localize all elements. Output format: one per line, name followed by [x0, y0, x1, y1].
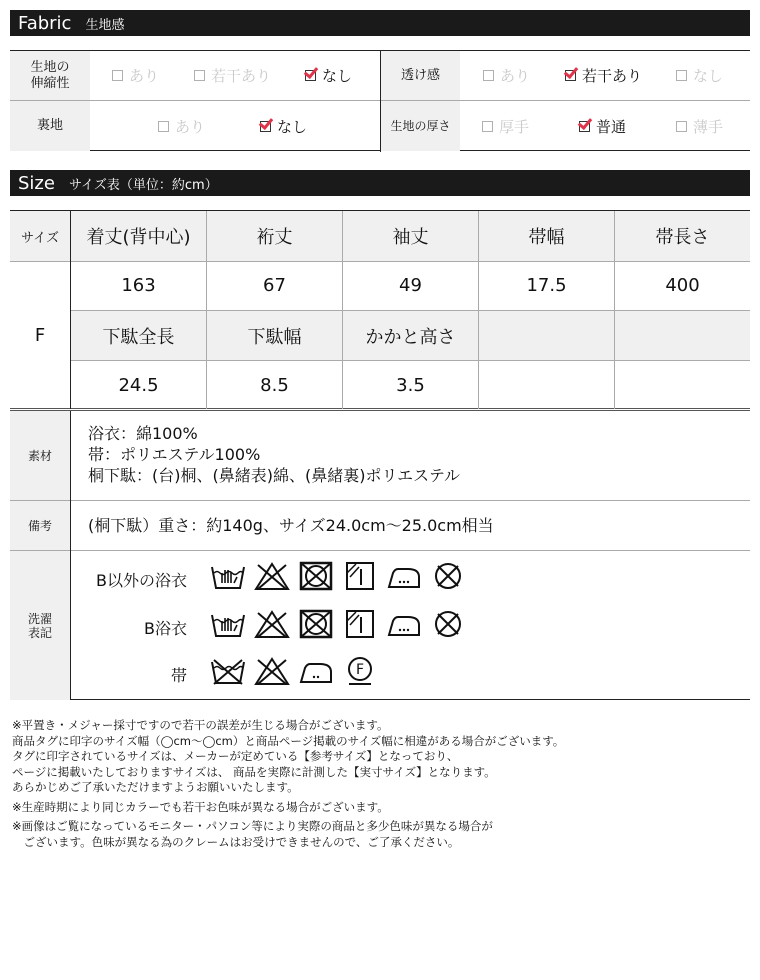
sheer-label: 透け感: [381, 51, 460, 100]
option-label: 厚手: [499, 117, 530, 136]
sheer-option-slight: [565, 51, 642, 100]
value-geta-length: 24.5: [118, 374, 159, 396]
header-obi-length: 帯長さ: [615, 211, 750, 261]
option-label: なし: [322, 67, 353, 85]
value-yuki: 67: [263, 275, 286, 296]
stretch-label: [10, 51, 90, 100]
info-table: [10, 411, 750, 700]
dry-clean-f-icon: [342, 656, 378, 686]
checkbox-icon: [676, 121, 687, 132]
thickness-option-thick: [482, 101, 529, 151]
iron-medium-icon: [386, 609, 422, 639]
checked-checkbox-icon: [305, 70, 316, 81]
material-text: [88, 423, 460, 486]
lining-option-none: [260, 101, 307, 151]
value-obi-length: 400: [665, 275, 700, 296]
value-geta-width: 8.5: [260, 374, 289, 396]
option-label: 若干あり: [211, 67, 272, 85]
note-line: 商品タグに印字のサイズ幅（◯cm～◯cm）と商品ページ掲載のサイズ幅に相違がある場合がございます。: [12, 733, 565, 748]
wash-label: [10, 551, 70, 700]
checkbox-icon: [194, 70, 205, 81]
size-subtitle: サイズ表（単位：約cm）: [68, 177, 218, 193]
lining-option-yes: [158, 101, 205, 151]
header-geta-length: 下駄全長: [71, 311, 206, 360]
line-dry-shade-icon: [342, 561, 378, 591]
wash-label-line1: 洗濯: [27, 611, 52, 626]
value-heel-height: 3.5: [396, 374, 425, 396]
header-obi-width: 帯幅: [479, 211, 614, 261]
fabric-divider: [380, 51, 381, 152]
wash-row-label: 帯: [170, 666, 187, 685]
checkbox-icon: [158, 121, 169, 132]
fabric-header-bar: [10, 10, 750, 36]
value-sleeve: 49: [399, 275, 422, 296]
iron-low-icon: [298, 656, 334, 686]
thickness-label: 生地の厚さ: [381, 101, 460, 151]
hand-wash-icon: [210, 609, 246, 639]
header-length: 着丈(背中心): [71, 211, 206, 261]
value-empty-1: [479, 361, 614, 409]
option-label: あり: [129, 67, 160, 85]
wash-row-label: B浴衣: [144, 619, 187, 638]
no-tumble-dry-icon: [298, 609, 334, 639]
remarks-label: 備考: [10, 501, 70, 550]
checkbox-icon: [112, 70, 123, 81]
size-title: Size: [18, 172, 55, 194]
thickness-option-normal: [579, 101, 626, 151]
material-label: 素材: [10, 411, 70, 500]
header-yuki: 裄丈: [207, 211, 342, 261]
no-bleach-icon: [254, 656, 290, 686]
value-length: 163: [121, 275, 156, 296]
note-line: ページに掲載いたしておりますサイズは、 商品を実際に計測した【実寸サイズ】となります。: [12, 764, 496, 779]
note-line: ※画像はご覧になっているモニター・パソコン等により実際の商品と多少色味が異なる場合が: [12, 819, 493, 833]
option-label: あり: [500, 67, 531, 85]
thickness-option-thin: [676, 101, 723, 151]
size-column-header: サイズ: [10, 211, 70, 261]
option-label: なし: [693, 67, 724, 85]
header-sleeve: 袖丈: [343, 211, 478, 261]
value-empty-2: [615, 361, 750, 409]
stretch-label-line1: 生地の: [30, 59, 70, 75]
wash-label-line2: 表記: [27, 625, 52, 640]
no-dry-clean-icon: [430, 561, 466, 591]
option-label: 薄手: [693, 117, 724, 136]
checked-checkbox-icon: [565, 70, 576, 81]
option-label: なし: [277, 117, 308, 136]
fabric-title: Fabric: [18, 12, 72, 34]
option-label: 若干あり: [582, 67, 643, 85]
material-line: 桐下駄：(台)桐、(鼻緒表)綿、(鼻緒裏)ポリエステル: [88, 466, 461, 485]
checkbox-icon: [482, 121, 493, 132]
stretch-option-none: [305, 51, 352, 100]
wash-icons-row-2: [210, 609, 466, 639]
info-divider: [70, 411, 71, 700]
sheer-option-yes: [483, 51, 530, 100]
checked-checkbox-icon: [579, 121, 590, 132]
fabric-subtitle: 生地感: [85, 17, 125, 33]
line-dry-shade-icon: [342, 609, 378, 639]
note-line: ※平置き・メジャー採寸ですので若干の誤差が生じる場合がございます。: [12, 718, 389, 732]
header-geta-width: 下駄幅: [207, 311, 342, 360]
remarks-text: (桐下駄）重さ：約140g、サイズ24.0cm～25.0cm相当: [88, 516, 494, 535]
stretch-option-slight: [194, 51, 271, 100]
value-obi-width: 17.5: [526, 275, 567, 296]
no-bleach-icon: [254, 609, 290, 639]
wash-row-label: B以外の浴衣: [96, 571, 187, 590]
notes-section: [12, 718, 752, 850]
no-bleach-icon: [254, 561, 290, 591]
size-header-bar: [10, 170, 750, 196]
wash-icons-row-3: [210, 656, 378, 686]
header-heel-height: かかと高さ: [343, 311, 478, 360]
checked-checkbox-icon: [260, 121, 271, 132]
wash-icons-row-1: [210, 561, 466, 591]
header-empty-1: [479, 311, 614, 360]
note-line: ございます。色味が異なる為のクレームはお受けできませんので、ご了承ください。: [12, 834, 460, 849]
stretch-option-yes: [112, 51, 159, 100]
material-line: 帯：ポリエステル100%: [88, 445, 261, 464]
note-line: タグに印字されているサイズは、メーカーが定めている【参考サイズ】となっており、: [12, 749, 459, 763]
note-line: ※生産時期により同じカラーでも若干お色味が異なる場合がございます。: [12, 799, 389, 814]
note-line: あらかじめご了承いただけますようお願いいたします。: [12, 780, 299, 794]
iron-low-icon: [386, 561, 422, 591]
checkbox-icon: [676, 70, 687, 81]
lining-label: 裏地: [10, 101, 90, 151]
option-label: あり: [175, 117, 206, 136]
stretch-label-line2: 伸縮性: [30, 75, 70, 91]
hand-wash-icon: [210, 561, 246, 591]
no-wash-icon: [210, 656, 246, 686]
header-empty-2: [615, 311, 750, 360]
material-line: 浴衣：綿100%: [88, 424, 198, 443]
no-dry-clean-icon: [430, 609, 466, 639]
svg-text:F: F: [355, 662, 365, 678]
fabric-table: [10, 50, 750, 151]
option-label: 普通: [596, 117, 627, 136]
size-table: [10, 210, 750, 411]
checkbox-icon: [483, 70, 494, 81]
sheer-option-none: [676, 51, 723, 100]
no-tumble-dry-icon: [298, 561, 334, 591]
size-value: F: [34, 324, 46, 346]
